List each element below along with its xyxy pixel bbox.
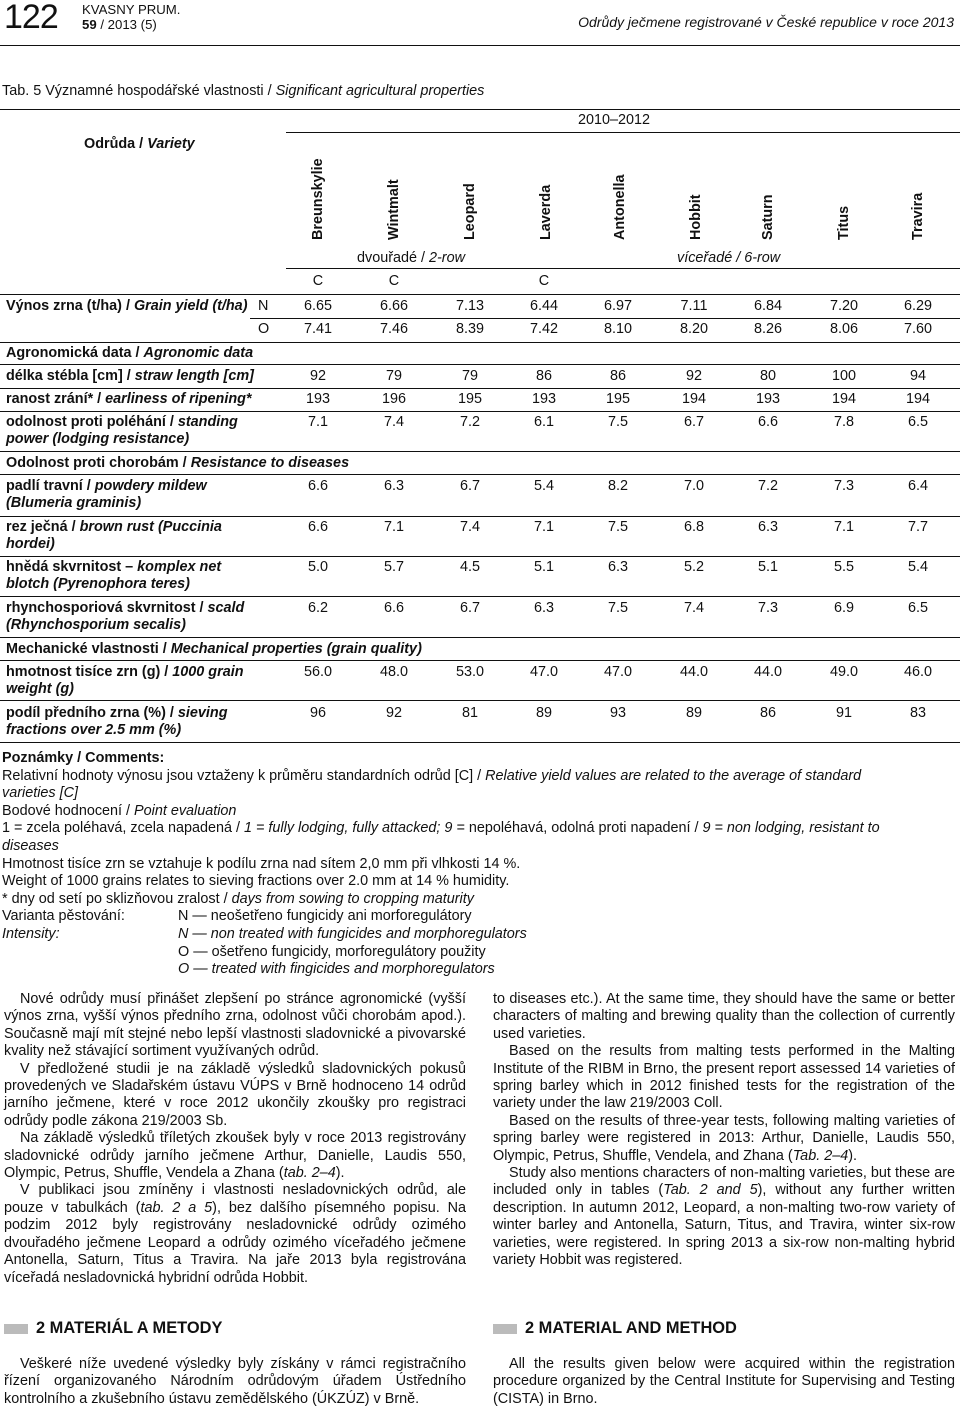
netblotch-label: hnědá skvrnitost – komplex net blotch (Pyrenophora teres) (6, 559, 222, 592)
para-left-1: Nové odrůdy musí přinášet zlepšení po stránce agronomické (vyšší výnos zrna, vyšší výnos předního zrna, odolnost vůči chorobám apod.). Současně mají mít stejné nebo lepší vlastnosti sladovnické a pivovarské kvality než stávající sortiment využívaných odrůd. (4, 991, 466, 1060)
para-right-s2: All the results given below were acquired within the registration procedure organized by the Central Institute for Supervising and Testing (CISTA) in Brno. (493, 1356, 955, 1407)
rust-cell: 7.4 (459, 519, 480, 535)
variety-header-6: Hobbit (688, 194, 704, 240)
notes-heading: Poznámky / Comments: (2, 750, 165, 766)
variety-header-5: Antonella (612, 174, 628, 240)
standing-cell: 6.6 (757, 414, 778, 430)
note-variant-n-en: Intensity: N — non treated with fungicides and morphoregulators (2, 925, 527, 942)
tgw-cell: 47.0 (529, 664, 558, 680)
row-type-6: víceřadé / 6-row (677, 250, 781, 266)
ripening-cell: 193 (755, 391, 780, 407)
row-type-2: dvouřadé / 2-row (357, 250, 465, 266)
note-scale: 1 = zcela poléhavá, zcela napadená / 1 = fully lodging, fully attacked; 9 = nepoléhavá, odolná proti napadení / 9 = non lodging, resistant to diseases (2, 820, 880, 854)
rust-cell: 6.6 (307, 519, 328, 535)
netblotch-cell: 5.1 (757, 559, 778, 575)
variety-header-4: Laverda (538, 184, 554, 240)
para-left-s2: Veškeré níže uvedené výsledky byly získány v rámci registračního řízení organizovaného Národním odrůdovým úřadem Ústředního kontrolního a zkušebního ústavu zemědělského (ÚKZÚZ) v Brně. (4, 1356, 466, 1407)
rule-after-mech-header (0, 660, 960, 661)
note-days: * dny od setí po sklizňovou zralost / days from sowing to cropping maturity (2, 890, 474, 907)
section-bar (493, 1324, 517, 1334)
table-caption: Tab. 5 Významné hospodářské vlastnosti / Significant agricultural properties (2, 83, 485, 99)
yield-n-cell: 6.29 (903, 298, 932, 314)
section2-right (493, 1356, 955, 1407)
standing-cell: 7.4 (383, 414, 404, 430)
para-right-0: to diseases etc.). At the same time, they should have the same or better characters of malting and brewing quality than the collection of currently used varieties. (493, 991, 955, 1042)
yield-o-label: O (258, 321, 270, 337)
control-mark: C (312, 273, 324, 289)
table-top-rule (0, 109, 960, 110)
mildew-cell: 7.0 (683, 478, 704, 494)
standing-cell: 6.7 (683, 414, 704, 430)
control-mark: C (538, 273, 550, 289)
yield-n-cell: 7.13 (455, 298, 484, 314)
years-rule (286, 132, 960, 133)
note-point-eval: Bodové hodnocení / Point evaluation (2, 802, 237, 819)
rule-after-rust (0, 556, 960, 557)
ripening-cell: 194 (831, 391, 856, 407)
tgw-cell: 44.0 (679, 664, 708, 680)
rust-cell: 7.1 (383, 519, 404, 535)
standing-cell: 7.8 (833, 414, 854, 430)
netblotch-cell: 5.5 (833, 559, 854, 575)
rust-label: rez ječná / brown rust (Puccinia hordei) (6, 519, 222, 552)
running-title: Odrůdy ječmene registrované v České republice v roce 2013 (578, 14, 954, 30)
journal-volume: 59 (82, 17, 97, 32)
standing-cell: 6.5 (907, 414, 928, 430)
yield-o-cell: 8.39 (455, 321, 484, 337)
scald-cell: 7.5 (607, 600, 628, 616)
mildew-cell: 7.2 (757, 478, 778, 494)
rule-after-yield (0, 342, 960, 343)
rust-cell: 7.1 (533, 519, 554, 535)
mildew-label: padlí travní / powdery mildew (Blumeria graminis) (6, 478, 207, 511)
netblotch-cell: 5.7 (383, 559, 404, 575)
section-title-cz: 2 MATERIÁL A METODY (4, 1319, 222, 1338)
ripening-cell: 196 (381, 391, 406, 407)
sieving-cell: 93 (609, 705, 626, 721)
yield-o-cell: 8.10 (603, 321, 632, 337)
tgw-cell: 53.0 (455, 664, 484, 680)
straw-cell: 86 (609, 368, 626, 384)
standing-cell: 7.5 (607, 414, 628, 430)
netblotch-cell: 5.4 (907, 559, 928, 575)
rule-after-netblotch (0, 596, 960, 597)
note-variant-o-cz: O — ošetřeno fungicidy, morforegulátory použity (178, 943, 486, 960)
rule-after-standing (0, 451, 960, 452)
sieving-cell: 89 (685, 705, 702, 721)
rule-after-disease-header (0, 474, 960, 475)
table-notes (2, 750, 952, 979)
scald-cell: 6.5 (907, 600, 928, 616)
netblotch-cell: 5.0 (307, 559, 328, 575)
rust-cell: 7.5 (607, 519, 628, 535)
mildew-cell: 5.4 (533, 478, 554, 494)
mildew-cell: 8.2 (607, 478, 628, 494)
sieving-cell: 92 (385, 705, 402, 721)
note-tgw-en: Weight of 1000 grains relates to sieving fractions over 2.0 mm at 14 % humidity. (2, 873, 510, 890)
section2-left (4, 1356, 466, 1407)
rule-after-straw (0, 388, 960, 389)
tgw-label: hmotnost tisíce zrn (g) / 1000 grain weight (g) (6, 664, 244, 697)
mildew-cell: 6.4 (907, 478, 928, 494)
sieving-cell: 86 (759, 705, 776, 721)
note-tgw-cz: Hmotnost tisíce zrn se vztahuje k podílu zrna nad sítem 2,0 mm při vlhkosti 14 %. (2, 855, 521, 872)
para-right-1: Based on the results from malting tests performed in the Malting Institute of the RIBM in Brno, the present report assessed 14 varieties of spring barley which in 2012 finished tests for the registration of the variety under the law 219/2003 Coll. (493, 1043, 955, 1112)
straw-cell: 100 (831, 368, 856, 384)
yield-o-cell: 7.41 (303, 321, 332, 337)
rule-after-mildew (0, 516, 960, 517)
mildew-cell: 6.6 (307, 478, 328, 494)
rule-after-ripening (0, 411, 960, 412)
rule-after-controls (0, 294, 960, 295)
section-title-en: 2 MATERIAL AND METHOD (493, 1319, 737, 1338)
scald-label: rhynchosporiová skvrnitost / scald (Rhynchosporium secalis) (6, 600, 245, 633)
standing-cell: 6.1 (533, 414, 554, 430)
standing-cell: 7.2 (459, 414, 480, 430)
variety-header-7: Saturn (760, 194, 776, 240)
rust-cell: 7.7 (907, 519, 928, 535)
journal-name: KVASNY PRUM. (82, 2, 181, 17)
scald-cell: 6.2 (307, 600, 328, 616)
page-number: 122 (4, 0, 58, 36)
ripening-cell: 194 (681, 391, 706, 407)
scald-cell: 6.9 (833, 600, 854, 616)
row-type-rule (286, 268, 960, 269)
standing-cell: 7.1 (307, 414, 328, 430)
journal-issue: / 2013 (5) (100, 17, 157, 32)
variety-header-3: Leopard (462, 183, 478, 240)
ripening-cell: 195 (605, 391, 630, 407)
variety-label: Odrůda / Variety (84, 136, 195, 152)
rule-after-agro-header (0, 364, 960, 365)
mildew-cell: 6.3 (383, 478, 404, 494)
rust-cell: 6.8 (683, 519, 704, 535)
section-bar (4, 1324, 28, 1334)
scald-cell: 7.3 (757, 600, 778, 616)
rule-after-scald (0, 637, 960, 638)
tgw-cell: 48.0 (379, 664, 408, 680)
sieving-cell: 89 (535, 705, 552, 721)
ripening-cell: 194 (905, 391, 930, 407)
straw-cell: 92 (309, 368, 326, 384)
netblotch-cell: 5.1 (533, 559, 554, 575)
body-column-left (4, 991, 466, 1287)
para-left-2: V předložené studii je na základě výsledků sladovnických pokusů provedených ve Sladařském ústavu VÚPS v Brně hodnoceno 14 odrůd jarního ječmene, které v roce 2012 ukončily zkoušky pro registraci odrůdy podle zákona 219/2003 Sb. (4, 1060, 466, 1129)
header-rule (0, 45, 960, 46)
scald-cell: 7.4 (683, 600, 704, 616)
para-left-3: Na základě výsledků tříletých zkoušek byly v roce 2013 registrovány sladovnické odrůdy jarního ječmene Arthur, Danielle, Laudis 550, Olympic, Petrus, Shuffle, Vendela a Zhana (tab. 2–4). (4, 1130, 466, 1182)
yield-o-cell: 8.20 (679, 321, 708, 337)
mechanical-header: Mechanické vlastnosti / Mechanical properties (grain quality) (6, 641, 422, 657)
note-relative-yield: Relativní hodnoty výnosu jsou vztaženy k průměru standardních odrůd [C] / Relative yield values are related to the average of standard varieties [C] (2, 767, 862, 802)
mildew-cell: 7.3 (833, 478, 854, 494)
yield-n-cell: 6.65 (303, 298, 332, 314)
yield-o-cell: 8.06 (829, 321, 858, 337)
rule-after-tgw (0, 700, 960, 701)
variety-header-1: Breunskylie (310, 158, 326, 240)
yield-n-cell: 7.11 (680, 298, 708, 314)
scald-cell: 6.6 (383, 600, 404, 616)
straw-cell: 79 (461, 368, 478, 384)
straw-cell: 86 (535, 368, 552, 384)
sieving-cell: 81 (461, 705, 478, 721)
tgw-cell: 47.0 (603, 664, 632, 680)
standing-label: odolnost proti poléhání / standing power (lodging resistance) (6, 414, 238, 447)
sieving-cell: 83 (909, 705, 926, 721)
yield-n-cell: 6.44 (529, 298, 558, 314)
tgw-cell: 46.0 (903, 664, 932, 680)
yield-split-rule (250, 318, 960, 319)
yield-n-cell: 6.66 (379, 298, 408, 314)
yield-n-label: N (258, 298, 269, 314)
table-bottom-rule (0, 742, 960, 743)
control-mark: C (388, 273, 400, 289)
para-right-3: Study also mentions characters of non-malting varieties, but these are included only in tables (Tab. 2 and 5), without any further written description. In autumn 2012, Leopard, a non-malting two-row variety of winter barley and Antonella, Saturn, Titus, and Travira, winter six-row varieties, were registered. In spring 2013 a six-row non-malting hybrid variety Hobbit was registered. (493, 1165, 955, 1269)
straw-cell: 94 (909, 368, 926, 384)
ripening-label: ranost zrání* / earliness of ripening* (6, 391, 252, 407)
tgw-cell: 49.0 (829, 664, 858, 680)
journal-info (82, 2, 180, 32)
netblotch-cell: 5.2 (683, 559, 704, 575)
scald-cell: 6.7 (459, 600, 480, 616)
yield-o-cell: 8.26 (753, 321, 782, 337)
straw-cell: 80 (759, 368, 776, 384)
yield-o-cell: 7.46 (379, 321, 408, 337)
straw-cell: 92 (685, 368, 702, 384)
yield-n-cell: 6.84 (753, 298, 782, 314)
note-variant-n-cz: Varianta pěstování: N — neošetřeno fungicidy ani morforegulátory (2, 908, 472, 925)
sieving-cell: 96 (309, 705, 326, 721)
agronomic-header: Agronomická data / Agronomic data (6, 345, 254, 361)
body-column-right (493, 991, 955, 1270)
para-left-4: V publikaci jsou zmíněny i vlastnosti nesladovnických odrůd, ale pouze v tabulkách (tab. 2 a 5), bez dalšího písemného popisu. Na podzim 2012 byly registrovány nesladovnické odrůdy ozimého dvouřadého ječmene Leopard a odrůdy ozimého víceřadého ječmene Antonella, Saturn, Titus a Travira. Na jaře 2013 byla registrována víceřadá nesladovnická hybridní odrůda Hobbit. (4, 1182, 466, 1286)
variety-header-8: Titus (836, 205, 852, 240)
yield-label: Výnos zrna (t/ha) / Grain yield (t/ha) (6, 298, 248, 314)
yield-n-cell: 6.97 (603, 298, 632, 314)
note-variant-o-en: O — treated with fingicides and morphoregulators (178, 961, 495, 978)
variety-header-2: Wintmalt (386, 179, 402, 240)
tgw-cell: 44.0 (753, 664, 782, 680)
sieving-label: podíl předního zrna (%) / sieving fractions over 2.5 mm (%) (6, 705, 228, 738)
rust-cell: 6.3 (757, 519, 778, 535)
straw-label: délka stébla [cm] / straw length [cm] (6, 368, 254, 384)
yield-n-cell: 7.20 (829, 298, 858, 314)
straw-cell: 79 (385, 368, 402, 384)
disease-header: Odolnost proti chorobám / Resistance to diseases (6, 455, 350, 471)
rust-cell: 7.1 (833, 519, 854, 535)
scald-cell: 6.3 (533, 600, 554, 616)
ripening-cell: 195 (457, 391, 482, 407)
para-right-2: Based on the results of three-year tests, following malting varieties of spring barley were registered in 2013: Arthur, Danielle, Laudis 550, Olympic, Petrus, Shuffle, Vendela, and Zhana (Tab. 2–4). (493, 1112, 955, 1164)
tgw-cell: 56.0 (303, 664, 332, 680)
netblotch-cell: 4.5 (459, 559, 480, 575)
yield-o-cell: 7.42 (529, 321, 558, 337)
years-label: 2010–2012 (578, 112, 651, 128)
variety-header-9: Travira (910, 192, 926, 240)
ripening-cell: 193 (305, 391, 330, 407)
ripening-cell: 193 (531, 391, 556, 407)
yield-o-cell: 7.60 (903, 321, 932, 337)
sieving-cell: 91 (835, 705, 852, 721)
netblotch-cell: 6.3 (607, 559, 628, 575)
mildew-cell: 6.7 (459, 478, 480, 494)
